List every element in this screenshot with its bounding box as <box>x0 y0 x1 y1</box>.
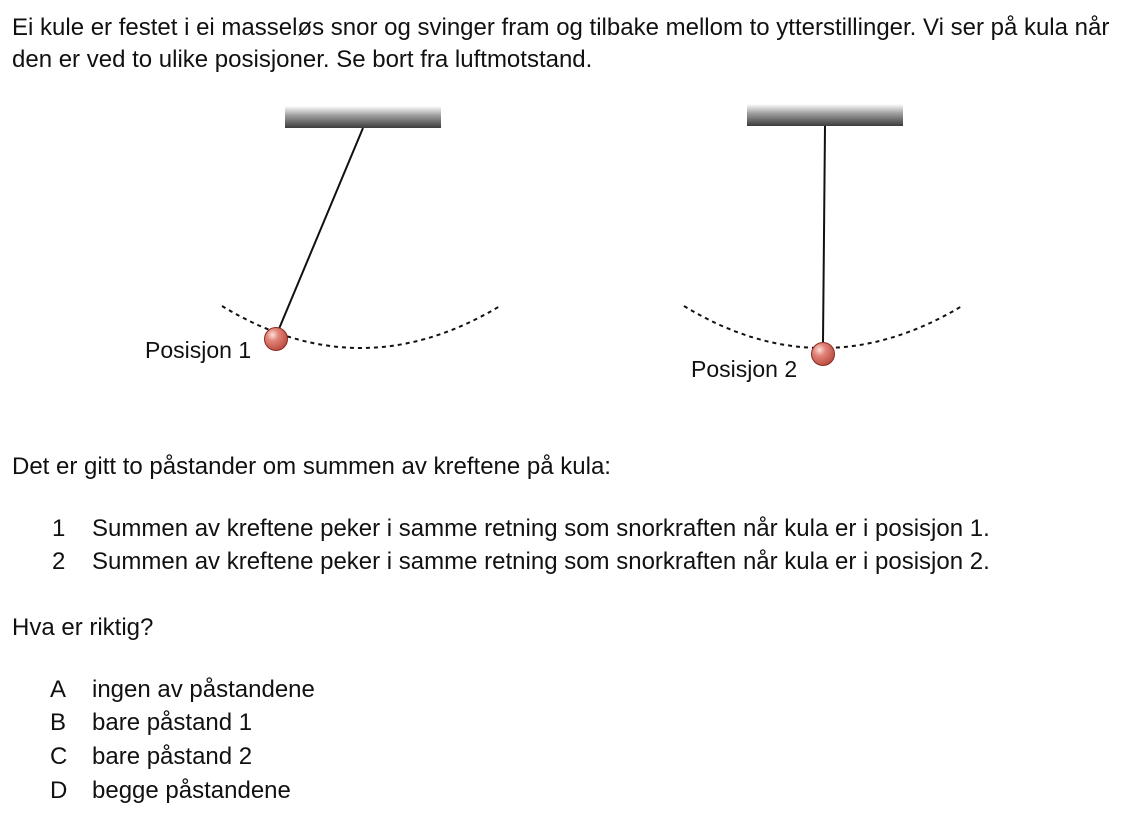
ceiling-support-2 <box>747 104 903 126</box>
option-letter-c: C <box>50 743 68 770</box>
statement-number-1: 1 <box>52 515 66 542</box>
option-text-c: bare påstand 2 <box>92 743 253 770</box>
statements-intro: Det er gitt to påstander om summen av kreftene på kula: <box>12 453 611 480</box>
question-text: Hva er riktig? <box>12 614 154 641</box>
pendulum-position-1 <box>145 106 500 363</box>
option-text-b: bare påstand 1 <box>92 709 253 736</box>
option-letter-d: D <box>50 777 68 804</box>
statement-text-2: Summen av kreftene peker i samme retning som snorkraften når kula er i posisjon 2. <box>92 548 990 575</box>
pendulum-figure <box>0 90 1126 400</box>
string-1 <box>276 128 363 336</box>
option-letter-a: A <box>50 676 67 703</box>
statement-text-1: Summen av kreftene peker i samme retning som snorkraften når kula er i posisjon 1. <box>92 515 990 542</box>
ball-1 <box>265 328 288 351</box>
statement-number-2: 2 <box>52 548 66 575</box>
intro-text: Ei kule er festet i ei masseløs snor og svinger fram og tilbake mellom to ytterstillinger. Vi ser på kula når den er ved to ulike posisjoner. Se bort fra luftmotstand. <box>12 14 1110 73</box>
string-2 <box>823 126 825 342</box>
option-text-d: begge påstandene <box>92 777 291 804</box>
option-letter-b: B <box>50 709 67 736</box>
label-position-2: Posisjon 2 <box>691 356 798 382</box>
option-text-a: ingen av påstandene <box>92 676 315 703</box>
pendulum-position-2 <box>684 104 962 382</box>
swing-arc-1 <box>222 306 500 348</box>
ceiling-support-1 <box>285 106 441 128</box>
ball-2 <box>812 343 835 366</box>
label-position-1: Posisjon 1 <box>145 337 252 363</box>
